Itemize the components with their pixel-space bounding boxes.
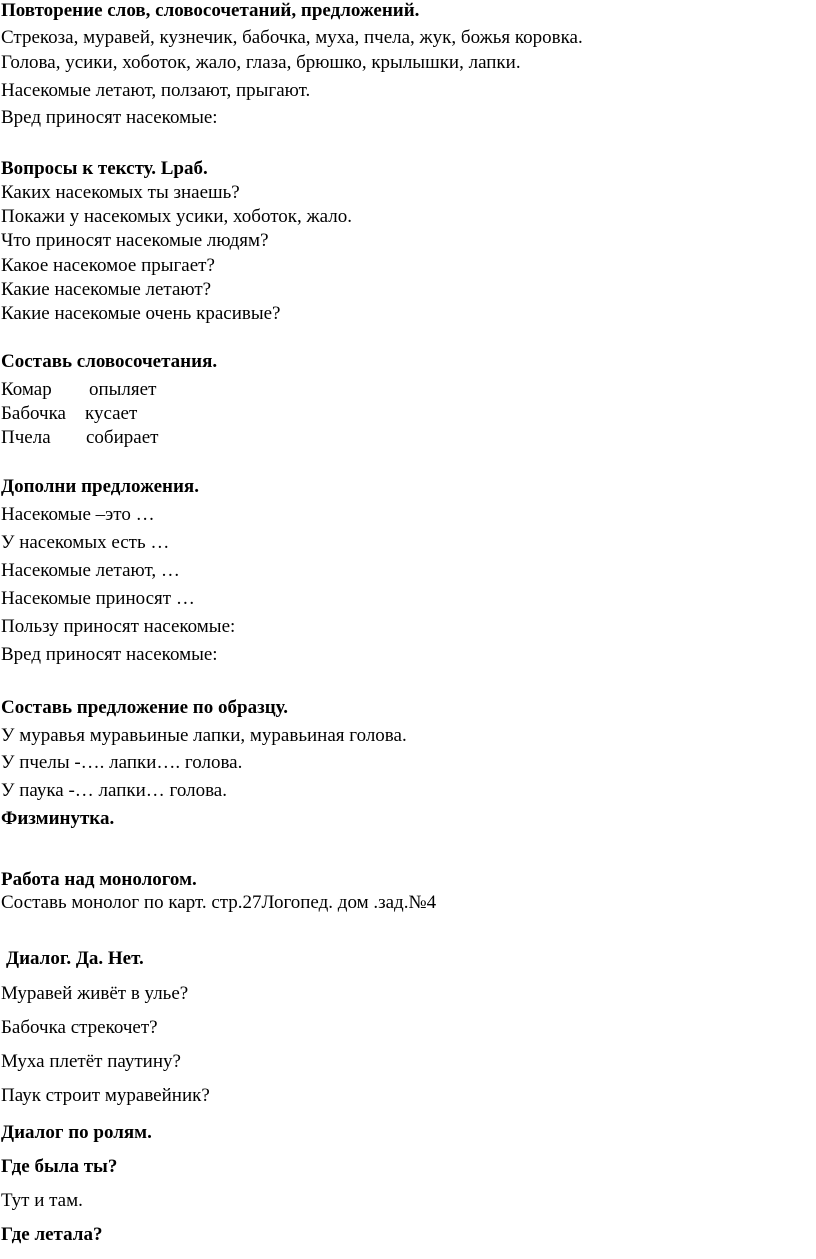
text-line: Насекомые летают, … <box>1 560 180 581</box>
text-line: Что приносят насекомые людям? <box>1 230 269 251</box>
dialogue-answer: Тут и там. <box>1 1190 83 1211</box>
section-heading-questions: Вопросы к тексту. Lраб. <box>1 158 208 179</box>
section-heading-fizminutka: Физминутка. <box>1 808 115 829</box>
word-pair-row <box>1 403 138 425</box>
section-heading-monologue: Работа над монологом. <box>1 869 197 890</box>
word-right: опыляет <box>89 379 157 400</box>
text-line: Какие насекомые очень красивые? <box>1 303 281 324</box>
text-line: У пчелы -…. лапки…. голова. <box>1 752 243 773</box>
text-line: Насекомые летают, ползают, прыгают. <box>1 80 311 101</box>
text-line: Какое насекомое прыгает? <box>1 255 215 276</box>
text-line: Каких насекомых ты знаешь? <box>1 182 240 203</box>
text-line: Бабочка стрекочет? <box>1 1017 158 1038</box>
text-line: Пользу приносят насекомые: <box>1 616 236 637</box>
text-line: Голова, усики, хоботок, жало, глаза, брюшко, крылышки, лапки. <box>1 52 521 73</box>
word-right: собирает <box>86 427 159 448</box>
text-line: Какие насекомые летают? <box>1 279 212 300</box>
word-left: Комар <box>1 379 52 400</box>
section-heading-complete-sentences: Дополни предложения. <box>1 476 199 497</box>
word-pair-row <box>1 427 159 449</box>
section-heading-dialogue-yes-no: Диалог. Да. Нет. <box>6 948 144 969</box>
section-heading-role-dialogue: Диалог по ролям. <box>1 1122 152 1143</box>
word-left: Пчела <box>1 427 51 448</box>
text-line: У насекомых есть … <box>1 532 170 553</box>
section-heading-repetition: Повторение слов, словосочетаний, предложений. <box>1 0 420 21</box>
text-line: Муравей живёт в улье? <box>1 983 189 1004</box>
text-line: У муравья муравьиные лапки, муравьиная голова. <box>1 725 407 746</box>
section-heading-by-example: Составь предложение по образцу. <box>1 697 289 718</box>
text-line: Составь монолог по карт. стр.27Логопед. дом .зад.№4 <box>1 892 437 913</box>
text-line: Стрекоза, муравей, кузнечик, бабочка, муха, пчела, жук, божья коровка. <box>1 27 583 48</box>
text-line: У паука -… лапки… голова. <box>1 780 227 801</box>
text-line: Насекомые приносят … <box>1 588 195 609</box>
text-line: Вред приносят насекомые: <box>1 644 218 665</box>
word-pair-row <box>1 379 157 401</box>
text-line: Вред приносят насекомые: <box>1 107 218 128</box>
word-left: Бабочка <box>1 403 66 424</box>
text-line: Покажи у насекомых усики, хоботок, жало. <box>1 206 352 227</box>
word-right: кусает <box>85 403 138 424</box>
text-line: Насекомые –это … <box>1 504 155 525</box>
text-line: Паук строит муравейник? <box>1 1085 210 1106</box>
dialogue-question: Где летала? <box>1 1224 103 1245</box>
dialogue-question: Где была ты? <box>1 1156 118 1177</box>
section-heading-word-combinations: Составь словосочетания. <box>1 351 218 372</box>
text-line: Муха плетёт паутину? <box>1 1051 181 1072</box>
